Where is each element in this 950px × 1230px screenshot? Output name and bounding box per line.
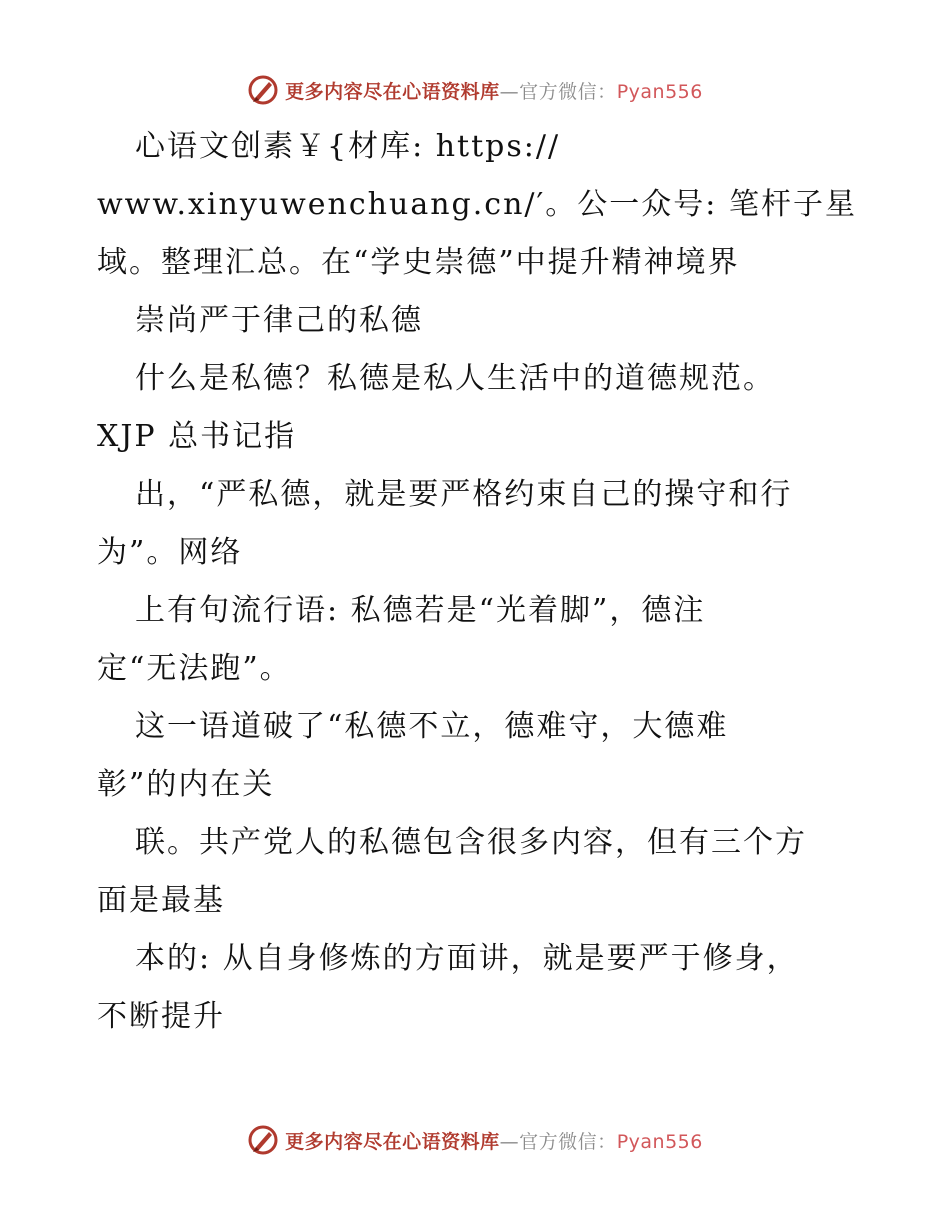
text-line: 这一语道破了“私德不立，德难守，大德难 bbox=[135, 709, 729, 744]
footer-separator: — bbox=[499, 1130, 520, 1153]
text-line: XJP 总书记指 bbox=[97, 419, 297, 454]
text-line: 域。整理汇总。在“学史崇德”中提升精神境界 bbox=[97, 245, 740, 280]
footer-banner bbox=[0, 1120, 950, 1160]
footer-wechat-id: Pyan556 bbox=[616, 1130, 703, 1153]
text-line: www.xinyuwenchuang.cn/′。公一众号: 笔杆子星 bbox=[97, 187, 857, 222]
text-line: 面是最基 bbox=[97, 883, 225, 918]
text-line: 定“无法跑”。 bbox=[97, 651, 292, 686]
text-line: 不断提升 bbox=[97, 999, 225, 1034]
text-line: 为”。网络 bbox=[97, 535, 243, 570]
text-line: 上有句流行语: 私德若是“光着脚”，德注 bbox=[135, 593, 706, 628]
text-line: 什么是私德？私德是私人生活中的道德规范。 bbox=[135, 361, 775, 396]
header-wechat-label: 官方微信： bbox=[519, 80, 617, 103]
text-line: 心语文创素￥{材库: https:// bbox=[135, 129, 561, 164]
text-line: 联。共产党人的私德包含很多内容，但有三个方 bbox=[135, 825, 807, 860]
header-separator: — bbox=[499, 80, 520, 103]
text-line: 崇尚严于律己的私德 bbox=[135, 303, 423, 338]
text-line: 彰”的内在关 bbox=[97, 767, 275, 802]
header-wechat-id: Pyan556 bbox=[616, 80, 703, 103]
text-line: 本的: 从自身修炼的方面讲，就是要严于修身， bbox=[135, 941, 799, 976]
header-brand: 更多内容尽在心语资料库 bbox=[285, 80, 500, 103]
header-banner bbox=[0, 70, 950, 110]
header-banner-text bbox=[285, 77, 703, 104]
document-body bbox=[97, 118, 857, 1046]
footer-banner-text bbox=[285, 1127, 703, 1154]
footer-wechat-label: 官方微信： bbox=[519, 1130, 617, 1153]
footer-brand: 更多内容尽在心语资料库 bbox=[285, 1130, 500, 1153]
pen-logo-icon bbox=[247, 1124, 279, 1156]
pen-logo-icon bbox=[247, 74, 279, 106]
text-line: 出，“严私德，就是要严格约束自己的操守和行 bbox=[135, 477, 793, 512]
